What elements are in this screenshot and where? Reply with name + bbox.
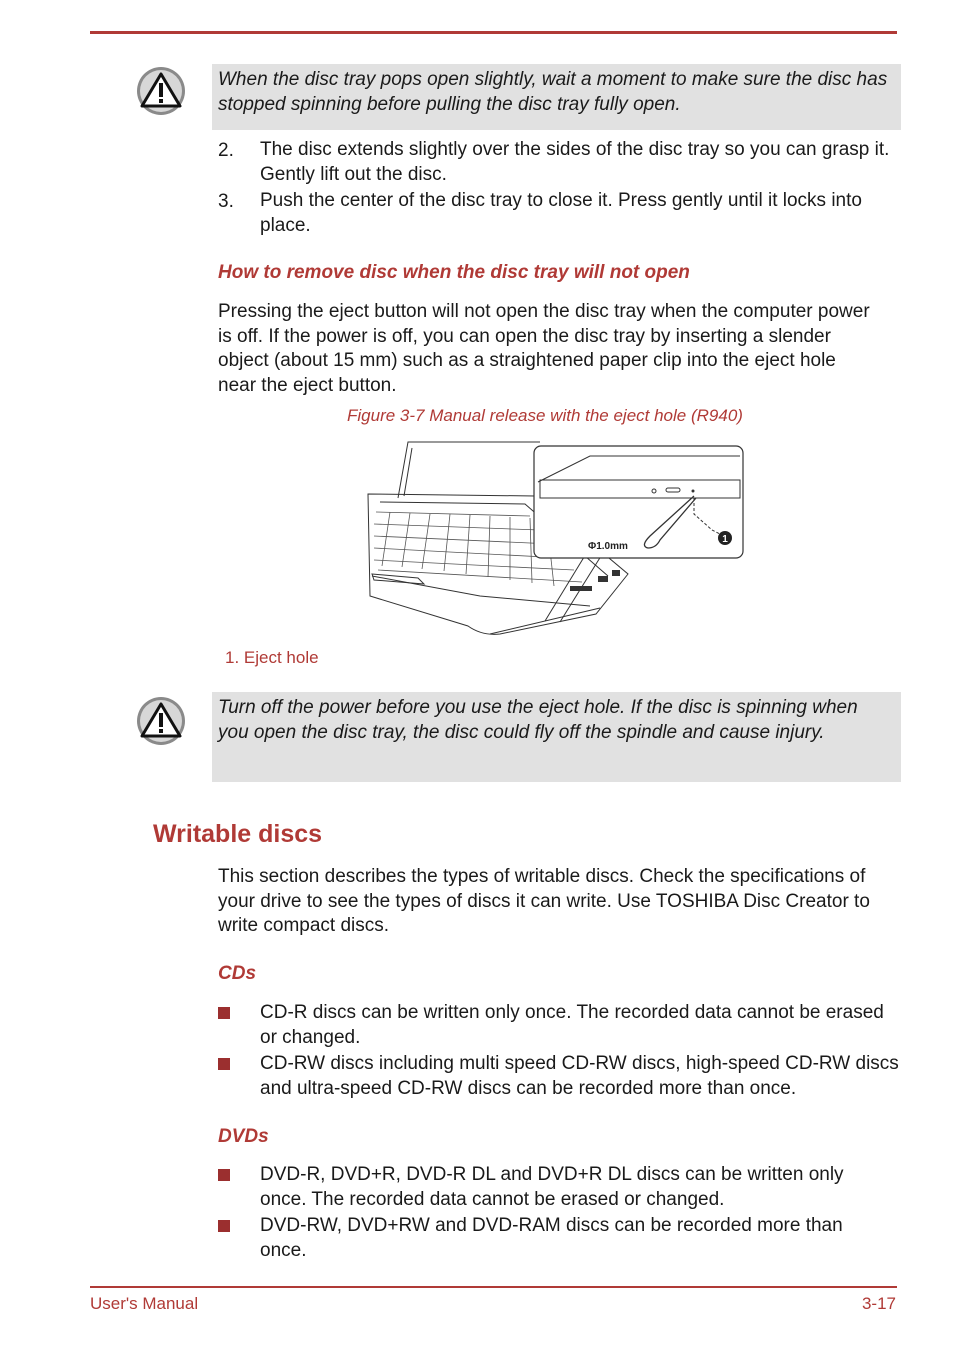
warning-icon xyxy=(136,696,186,746)
subheading: How to remove disc when the disc tray will not open xyxy=(218,262,690,283)
step-text: Push the center of the disc tray to close it. Press gently until it locks into place. xyxy=(260,190,862,236)
laptop-illustration xyxy=(360,436,750,641)
paragraph: Pressing the eject button will not open the disc tray when the computer power is off. If the power is off, you can open the disc tray by inserting a slender object (about 15 mm) such as a straightened paper clip into the eject hole near the eject button. xyxy=(218,301,870,396)
callout-number: 1 xyxy=(722,534,728,545)
list-item: DVD-R, DVD+R, DVD-R DL and DVD+R DL discs can be written only once. The recorded data cannot be erased or changed. xyxy=(260,1164,844,1210)
bullet-marker xyxy=(218,1220,230,1232)
section-heading: Writable discs xyxy=(153,820,323,848)
header-rule xyxy=(90,31,897,34)
section-intro: This section describes the types of writable discs. Check the specifications of your drive to see the types of discs it can write. Use TOSHIBA Disc Creator to write compact discs. xyxy=(218,866,870,936)
step-text: The disc extends slightly over the sides of the disc tray so you can grasp it. Gently lift out the disc. xyxy=(260,139,890,185)
note-box xyxy=(212,692,901,782)
footer-page-number: 3-17 xyxy=(861,1294,896,1313)
list-item: CD-RW discs including multi speed CD-RW discs, high-speed CD-RW discs and ultra-speed CD-RW discs can be recorded more than once. xyxy=(260,1053,899,1099)
note-text: When the disc tray pops open slightly, wait a moment to make sure the disc has stopped spinning before pulling the disc tray fully open. xyxy=(218,69,888,115)
bullet-marker xyxy=(218,1007,230,1019)
bullet-marker xyxy=(218,1169,230,1181)
note-box xyxy=(212,64,901,130)
footer-left: User's Manual xyxy=(90,1294,199,1313)
subheading-dvds: DVDs xyxy=(218,1126,269,1147)
bullet-marker xyxy=(218,1058,230,1070)
note-text: Turn off the power before you use the eject hole. If the disc is spinning when you open the disc tray, the disc could fly off the spindle and cause injury. xyxy=(218,697,858,743)
step-number: 3. xyxy=(218,191,234,212)
list-item: CD-R discs can be written only once. The recorded data cannot be erased or changed. xyxy=(260,1002,884,1048)
figure-legend: 1. Eject hole xyxy=(225,648,319,667)
dimension-label: Φ1.0mm xyxy=(588,541,628,552)
footer-rule xyxy=(90,1286,897,1288)
warning-icon xyxy=(136,66,186,116)
step-number: 2. xyxy=(218,140,234,161)
list-item: DVD-RW, DVD+RW and DVD-RAM discs can be recorded more than once. xyxy=(260,1215,843,1261)
subheading-cds: CDs xyxy=(218,963,257,984)
figure-caption: Figure 3-7 Manual release with the eject hole (R940) xyxy=(347,406,743,425)
